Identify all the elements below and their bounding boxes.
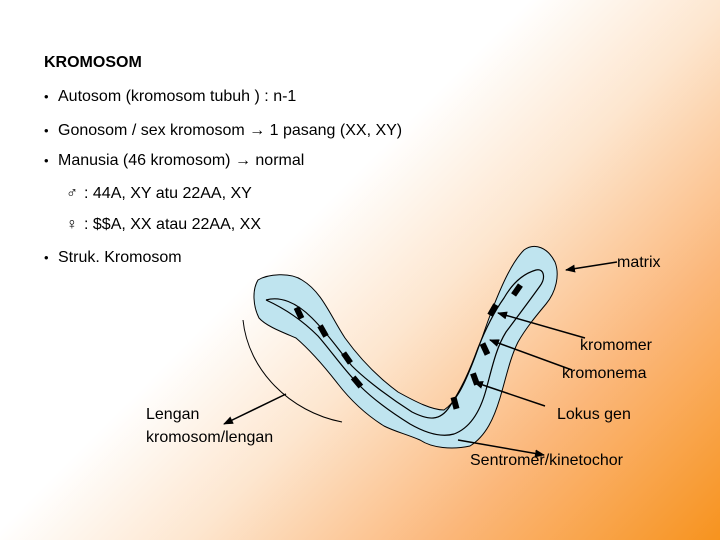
- bullet-marker: •: [44, 250, 49, 265]
- lengan-label-line1: Lengan: [146, 406, 200, 423]
- lengan-label-line2: kromosom/lengan: [146, 429, 274, 446]
- female-symbol-icon: ♀: [66, 216, 78, 233]
- sentromer-label: Sentromer/kinetochor: [470, 452, 623, 469]
- bullet-text: Gonosom / sex kromosom → 1 pasang (XX, XY): [58, 122, 403, 139]
- bullet-text: Autosom (kromosom tubuh ) : n-1: [58, 88, 297, 105]
- bullet-marker: •: [44, 153, 49, 168]
- male-karyotype-text: : 44A, XY atu 22AA, XY: [84, 185, 252, 202]
- lokus-gen-label: Lokus gen: [557, 406, 631, 423]
- bullet-text: Manusia (46 kromosom) → normal: [58, 152, 305, 169]
- bullet-text: Struk. Kromosom: [58, 249, 182, 266]
- matrix-label: matrix: [617, 254, 661, 271]
- lengan-arrow: [224, 394, 286, 424]
- matrix-arrow: [566, 262, 617, 270]
- kromomer-label: kromomer: [580, 337, 653, 354]
- page-title: KROMOSOM: [44, 54, 142, 71]
- bullet-marker: •: [44, 89, 49, 104]
- bullet-marker: •: [44, 123, 49, 138]
- female-karyotype-text: : $$A, XX atau 22AA, XX: [84, 216, 261, 233]
- male-symbol-icon: ♂: [66, 185, 78, 202]
- kromonema-label: kromonema: [562, 365, 647, 382]
